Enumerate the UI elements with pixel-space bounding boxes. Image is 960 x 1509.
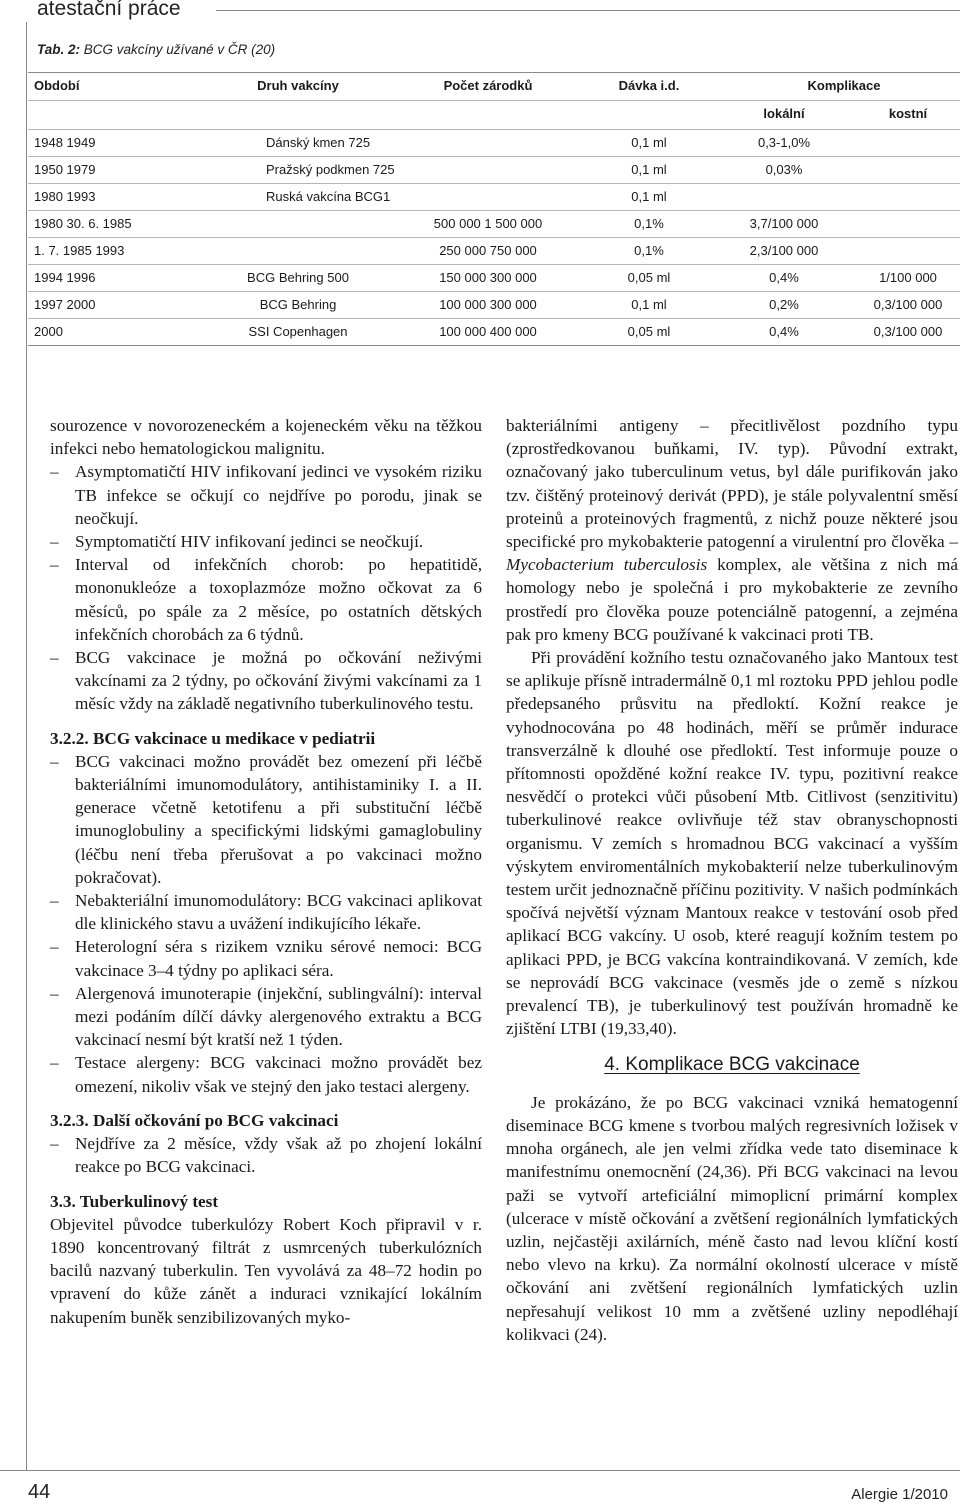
- table-cell: 0,05 ml: [627, 270, 671, 285]
- table-cell: 0,03%: [765, 162, 803, 177]
- list-item: – Nebakteriální imunomodulátory: BCG vakcinaci aplikovat dle klinického stavu a uvážení indikujícího lékaře.: [50, 889, 482, 935]
- table-cell: 0,1 ml: [631, 297, 667, 312]
- table-row: [28, 130, 960, 157]
- table-cell: 0,4%: [769, 324, 799, 339]
- list-item: – Nejdříve za 2 měsíce, vždy však až po zhojení lokální reakce po BCG vakcinaci.: [50, 1132, 482, 1178]
- table-cell: 1950 1979: [34, 162, 96, 177]
- list-item: – Asymptomatičtí HIV infikovaní jedinci ve vysokém riziku TB infekce se očkují co nejdříve po porodu, jinak se neočkují.: [50, 460, 482, 530]
- paragraph: Objevitel původce tuberkulózy Robert Koch připravil v r. 1890 koncentrovaný filtrát z usmrcených tuberkulózních bacilů nazvaný tuberkulin. Ten vyvolává za 48–72 hodin po vpravení do kůže zánět a induraci vznikající lokálním nakupením buněk senzibilizovaných myko-: [50, 1214, 482, 1327]
- table-row: [28, 292, 960, 319]
- right-text-column: [506, 414, 958, 1346]
- table-cell: Ruská vakcína BCG1: [266, 189, 391, 204]
- list-item: – Symptomatičtí HIV infikovaní jedinci se neočkují.: [50, 530, 482, 553]
- paragraph: Při provádění kožního testu označovaného jako Mantoux test se aplikuje přísně intradermálně 0,1 ml roztoku PPD jehlou podle předepsaného průsvitu na předloktí. Kožní reakce je vyhodnocována po 48 hodinách, měří se průměr indurace transverzálně k dlouhé ose předloktí. Test informuje pouze o přítomnosti opožděné kožní reakce IV. typu, pozitivní reakce nesvědčí o protekci vůči působení Mtb. Citlivost (senzitivitu) tuberkulinové reakce ovlivňuje též stav obranyschopnosti organismu. V zemích s hromadnou BCG vakcinací a vyšším výskytem enviromentálních mykobakterií nelze tuberkulinovým testem určit jednoznačně příčinu pozitivity. V našich podmínkách spočívá největší význam Mantoux reakce v testování osob před aplikací BCG vakcíny. U osob, které reagují kožním testem po aplikaci PPD, je BCG vakcína kontraindikovaná. V zemích, kde se neprovádí BCG vakcinace (vesměs jde o země s nízkou prevalencí TB), je tuberkulinový test používán hromadně ke zjištění LTBI (19,33,40).: [506, 648, 958, 1039]
- table-cell: 100 000 400 000: [439, 324, 537, 339]
- paragraph: sourozence v novorozeneckém a kojeneckém věku na těžkou infekci nebo hematologickou malignitu.: [50, 416, 482, 459]
- table-cell: 1. 7. 1985 1993: [34, 243, 125, 258]
- table-cell: 0,1 ml: [631, 135, 667, 150]
- table-cell: SSI Copenhagen: [248, 324, 348, 339]
- table-cell: 250 000 750 000: [439, 243, 537, 258]
- table-row: [28, 265, 960, 292]
- table-cell: 1997 2000: [34, 297, 96, 312]
- col-header: Dávka i.d.: [618, 78, 680, 93]
- table-cell: Dánský kmen 725: [266, 135, 371, 150]
- col-header: Období: [34, 78, 80, 93]
- left-margin-rule: [26, 22, 27, 1470]
- section-heading: 3.2.3. Další očkování po BCG vakcinaci: [50, 1110, 339, 1130]
- table-cell: 1980 30. 6. 1985: [34, 216, 132, 231]
- journal-name: Alergie 1/2010: [851, 1486, 948, 1503]
- table-cell: 0,1%: [634, 243, 664, 258]
- chapter-heading: 4. Komplikace BCG vakcinace: [604, 1054, 860, 1076]
- table-subheader-row: [28, 101, 960, 130]
- table-cell: 1948 1949: [34, 135, 96, 150]
- col-subheader: lokální: [763, 106, 805, 121]
- table-cell: Pražský podkmen 725: [266, 162, 395, 177]
- table-cell: 0,3-1,0%: [757, 135, 811, 150]
- section-heading: 3.3. Tuberkulinový test: [50, 1191, 219, 1211]
- table-caption: [37, 42, 275, 57]
- table-caption-text: BCG vakcíny užívané v ČR (20): [83, 42, 276, 57]
- paragraph: [506, 414, 958, 646]
- table-cell: 0,4%: [769, 270, 799, 285]
- table-cell: 1/100 000: [879, 270, 937, 285]
- table-cell: 2,3/100 000: [749, 243, 819, 258]
- section-heading: 3.2.2. BCG vakcinace u medikace v pediatrii: [50, 728, 376, 748]
- page-number: 44: [28, 1481, 51, 1503]
- table-cell: 150 000 300 000: [439, 270, 537, 285]
- list-item: – Interval od infekčních chorob: po hepatitidě, mononukleóze a toxoplazmóze možno očkovat za 6 měsíců, po spále za 2 měsíce, po ostatních dětských infekčních chorobách za 6 týdnů.: [50, 553, 482, 646]
- table-cell: 0,1 ml: [631, 189, 667, 204]
- footer-rule: [0, 1470, 960, 1471]
- left-text-column: [50, 414, 482, 1329]
- list-item: – BCG vakcinace je možná po očkování neživými vakcínami za 2 týdny, po očkování živými vakcínami za 1 měsíc vždy na základě negativního tuberkulinového testu.: [50, 646, 482, 716]
- table-cell: 0,3/100 000: [873, 297, 943, 312]
- list-item: – BCG vakcinaci možno provádět bez omezení při léčbě bakteriálními imunomodulátory, antihistaminiky I. a II. generace včetně ketotifenu a při substituční léčbě imunoglobuliny a specifickými lidskými gamaglobuliny (léčbu není třeba přerušovat a po vakcinaci možno pokračovat).: [50, 750, 482, 889]
- list-item: – Heterologní séra s rizikem vzniku sérové nemoci: BCG vakcinace 3–4 týdny po aplikaci séra.: [50, 935, 482, 981]
- vaccine-table: [28, 72, 960, 346]
- text-run: komplex, ale většina z nich má homology nebo je společná i pro mykobakterie ze zevního prostředí pro člověka pouze potenciálně patogenní, a zejména pak pro kmeny BCG používané k vakcinaci proti TB.: [506, 555, 958, 644]
- table-caption-label: Tab. 2:: [37, 42, 81, 57]
- table-cell: 0,2%: [769, 297, 799, 312]
- table-cell: 500 000 1 500 000: [433, 216, 543, 231]
- table-cell: 2000: [34, 324, 63, 339]
- col-header: Druh vakcíny: [257, 78, 339, 93]
- list-item: – Alergenová imunoterapie (injekční, sublingvální): interval mezi podáním dílčí dávky alergenového extraktu a BCG vakcinací nesmí být kratší než 1 týden.: [50, 982, 482, 1052]
- table-cell: 0,1%: [634, 216, 664, 231]
- table-cell: 3,7/100 000: [749, 216, 819, 231]
- list-item: – Testace alergeny: BCG vakcinaci možno provádět bez omezení, nikoliv však ve stejný den jako testaci alergeny.: [50, 1051, 482, 1097]
- italic-term: Mycobacterium tuberculosis: [506, 555, 708, 575]
- paragraph: Je prokázáno, že po BCG vakcinaci vzniká hematogenní diseminace BCG kmene s tvorbou malých regresivních ložisek v mnoha orgánech, ale jen velmi zřídka vede tato diseminace k manifestnímu onemocnění (24,36). Při BCG vakcinaci na levou paži se vytvoří arteficiální mimoplicní primární komplex (ulcerace v místě očkování a zvětšení regionálních lymfatických uzlin, nejčastěji axilárních, méně často nad levou klíční kostí nebo vlevo na krku). Za normální okolností ulcerace v místě očkování ani zvětšení regionálních lymfatických uzlin nepřesahují velikost 10 mm a zvětšené uzliny nepodléhají kolikvaci (24).: [506, 1092, 958, 1344]
- table-cell: BCG Behring: [259, 297, 337, 312]
- table-row: [28, 184, 960, 211]
- table-row: [28, 211, 960, 238]
- table-cell: 1980 1993: [34, 189, 96, 204]
- col-header: Komplikace: [807, 78, 881, 93]
- table-cell: BCG Behring 500: [247, 270, 349, 285]
- section-header-title: atestační práce: [37, 0, 181, 20]
- text-run: bakteriálními antigeny – přecitlivělost pozdního typu (zprostředkovanou buňkami, IV. typ). Původní extrakt, označovaný jako tuberculinum vetus, byl dále purifikován jako tzv. čištěný proteinový derivát (PPD), je stále polyvalentní směsí proteinů a proteinových fragmentů, z nichž pouze některé jsou specifické pro mykobakterie patogenní a virulentní pro člověka –: [506, 416, 958, 552]
- table-body: [28, 130, 960, 346]
- table-row: [28, 238, 960, 265]
- table-row: [28, 319, 960, 346]
- table-cell: 0,05 ml: [627, 324, 671, 339]
- col-header: Počet zárodků: [443, 78, 533, 93]
- table-cell: 100 000 300 000: [439, 297, 537, 312]
- table-cell: 1994 1996: [34, 270, 96, 285]
- header-rule: [216, 10, 960, 11]
- col-subheader: kostní: [888, 106, 928, 121]
- table-header-row: [28, 73, 960, 101]
- table-cell: 0,3/100 000: [873, 324, 943, 339]
- table-cell: 0,1 ml: [631, 162, 667, 177]
- table-row: [28, 157, 960, 184]
